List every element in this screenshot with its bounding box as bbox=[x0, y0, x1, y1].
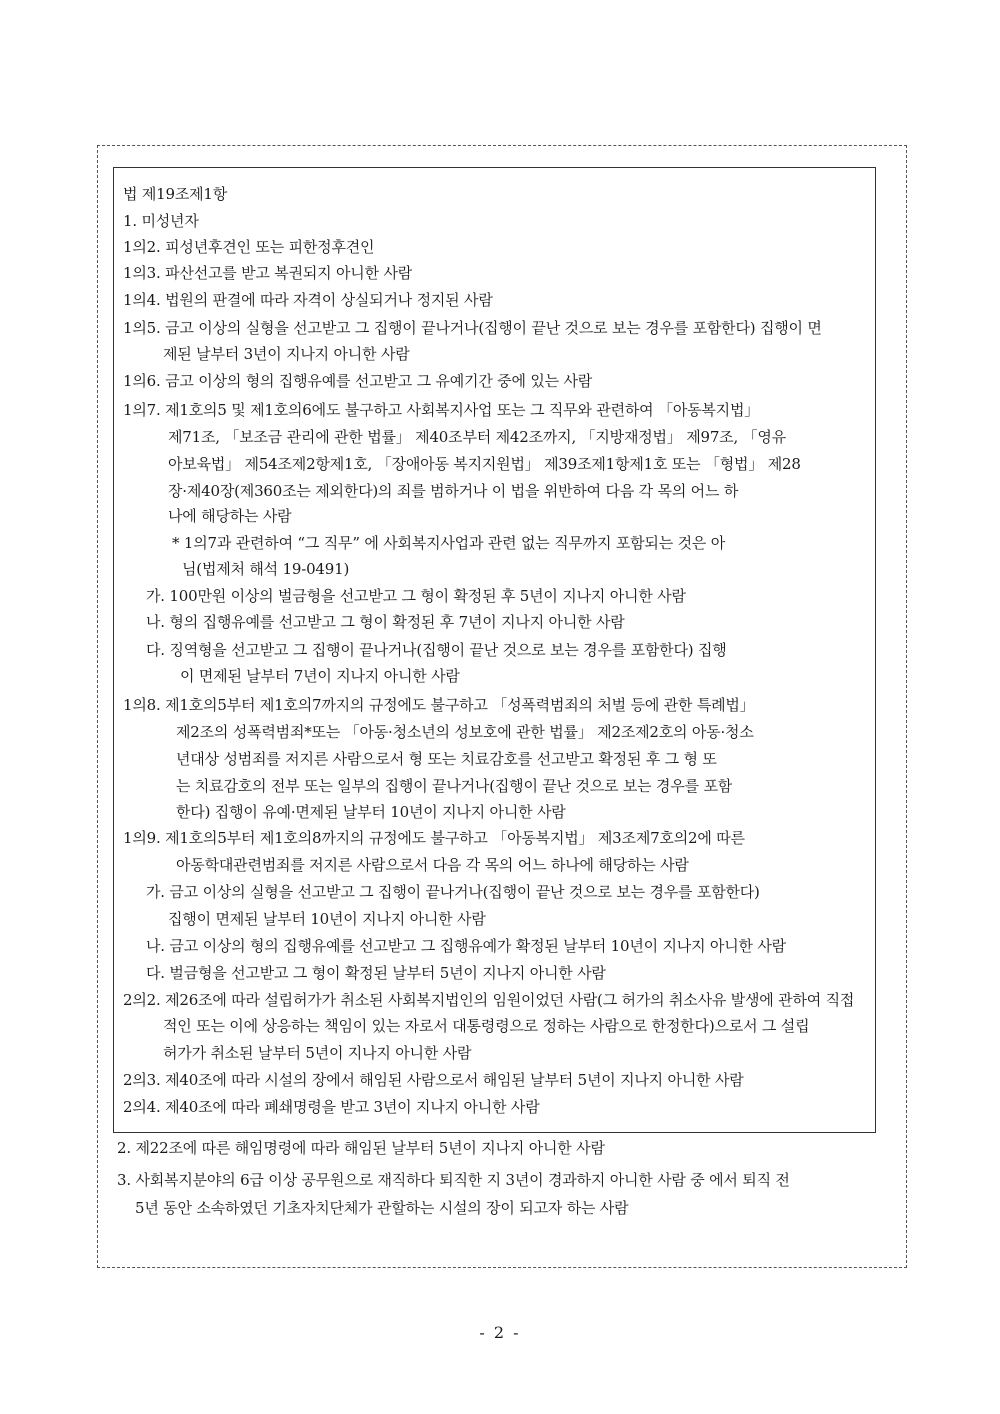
box-line: 아보육법」 제54조제2항제1호, 「장애아동 복지지원법」 제39조제1항제1호 또는 「형법」 제28 bbox=[168, 455, 801, 473]
box-line: 2의2. 제26조에 따라 설립허가가 취소된 사회복지법인의 임원이었던 사람(그 허가의 취소사유 발생에 관하여 직접 bbox=[123, 991, 855, 1009]
box-line: 나. 형의 집행유예를 선고받고 그 형이 확정된 후 7년이 지나지 아니한 사람 bbox=[146, 613, 625, 631]
box-line: 1. 미성년자 bbox=[123, 212, 199, 230]
box-line: 님(법제처 해석 19-0491) bbox=[182, 560, 350, 578]
box-line: 는 치료감호의 전부 또는 일부의 집행이 끝나거나(집행이 끝난 것으로 보는 경우를 포함 bbox=[176, 777, 733, 795]
box-line: 1의2. 피성년후견인 또는 피한정후견인 bbox=[123, 238, 375, 256]
box-line: 년대상 성범죄를 저지른 사람으로서 형 또는 치료감호를 선고받고 확정된 후 그 형 또 bbox=[176, 750, 717, 768]
box-line: 가. 금고 이상의 실형을 선고받고 그 집행이 끝나거나(집행이 끝난 것으로 보는 경우를 포함한다) bbox=[146, 883, 760, 901]
box-line: 1의5. 금고 이상의 실형을 선고받고 그 집행이 끝나거나(집행이 끝난 것으로 보는 경우를 포함한다) 집행이 면 bbox=[123, 319, 822, 337]
box-line: 아동학대관련범죄를 저지른 사람으로서 다음 각 목의 어느 하나에 해당하는 사람 bbox=[176, 856, 689, 874]
box-line: 한다) 집행이 유예·면제된 날부터 10년이 지나지 아니한 사람 bbox=[176, 803, 566, 821]
box-line: 가. 100만원 이상의 벌금형을 선고받고 그 형이 확정된 후 5년이 지나지 아니한 사람 bbox=[146, 587, 686, 605]
box-line: 1의4. 법원의 판결에 따라 자격이 상실되거나 정지된 사람 bbox=[123, 291, 493, 309]
box-line: 2의3. 제40조에 따라 시설의 장에서 해임된 사람으로서 해임된 날부터 5년이 지나지 아니한 사람 bbox=[123, 1071, 744, 1089]
box-line: 적인 또는 이에 상응하는 책임이 있는 자로서 대통령령으로 정하는 사람으로 한정한다)으로서 그 설립 bbox=[163, 1017, 810, 1035]
box-line: 집행이 면제된 날부터 10년이 지나지 아니한 사람 bbox=[168, 910, 486, 928]
box-line: 허가가 취소된 날부터 5년이 지나지 아니한 사람 bbox=[163, 1044, 472, 1062]
box-heading: 법 제19조제1항 bbox=[123, 185, 228, 203]
box-line: 1의8. 제1호의5부터 제1호의7까지의 규정에도 불구하고 「성폭력범죄의 처벌 등에 관한 특례법」 bbox=[123, 696, 755, 714]
page-number: - 2 - bbox=[479, 1323, 521, 1342]
item-3-continued: 5년 동안 소속하였던 기초자치단체가 관할하는 시설의 장이 되고자 하는 사람 bbox=[135, 1199, 629, 1217]
box-line: 2의4. 제40조에 따라 폐쇄명령을 받고 3년이 지나지 아니한 사람 bbox=[123, 1098, 540, 1116]
item-3: 3. 사회복지분야의 6급 이상 공무원으로 재직하다 퇴직한 지 3년이 경과하지 아니한 사람 중 에서 퇴직 전 bbox=[117, 1171, 790, 1189]
box-line: 제71조, 「보조금 관리에 관한 법률」 제40조부터 제42조까지, 「지방재정법」 제97조, 「영유 bbox=[168, 428, 786, 446]
box-line: 나. 금고 이상의 형의 집행유예를 선고받고 그 집행유예가 확정된 날부터 10년이 지나지 아니한 사람 bbox=[146, 937, 786, 955]
box-line: 1의9. 제1호의5부터 제1호의8까지의 규정에도 불구하고 「아동복지법」 제3조제7호의2에 따른 bbox=[123, 829, 745, 847]
box-line: 다. 벌금형을 선고받고 그 형이 확정된 날부터 5년이 지나지 아니한 사람 bbox=[146, 964, 606, 982]
box-line: 제2조의 성폭력범죄*또는 「아동·청소년의 성보호에 관한 법률」 제2조제2호의 아동·청소 bbox=[176, 723, 754, 741]
item-2: 2. 제22조에 따른 해임명령에 따라 해임된 날부터 5년이 지나지 아니한 사람 bbox=[117, 1139, 605, 1157]
box-line: * 1의7과 관련하여 “그 직무” 에 사회복지사업과 관련 없는 직무까지 포함되는 것은 아 bbox=[172, 534, 726, 552]
box-line: 제된 날부터 3년이 지나지 아니한 사람 bbox=[163, 345, 410, 363]
box-line: 1의6. 금고 이상의 형의 집행유예를 선고받고 그 유예기간 중에 있는 사람 bbox=[123, 372, 593, 390]
box-line: 1의3. 파산선고를 받고 복권되지 아니한 사람 bbox=[123, 264, 413, 282]
box-line: 나에 해당하는 사람 bbox=[168, 507, 292, 525]
box-line: 이 면제된 날부터 7년이 지나지 아니한 사람 bbox=[180, 667, 460, 685]
box-line: 다. 징역형을 선고받고 그 집행이 끝나거나(집행이 끝난 것으로 보는 경우를 포함한다) 집행 bbox=[146, 641, 727, 659]
box-line: 장·제40장(제360조는 제외한다)의 죄를 범하거나 이 법을 위반하여 다음 각 목의 어느 하 bbox=[168, 482, 739, 500]
box-line: 1의7. 제1호의5 및 제1호의6에도 불구하고 사회복지사업 또는 그 직무와 관련하여 「아동복지법」 bbox=[123, 401, 760, 419]
